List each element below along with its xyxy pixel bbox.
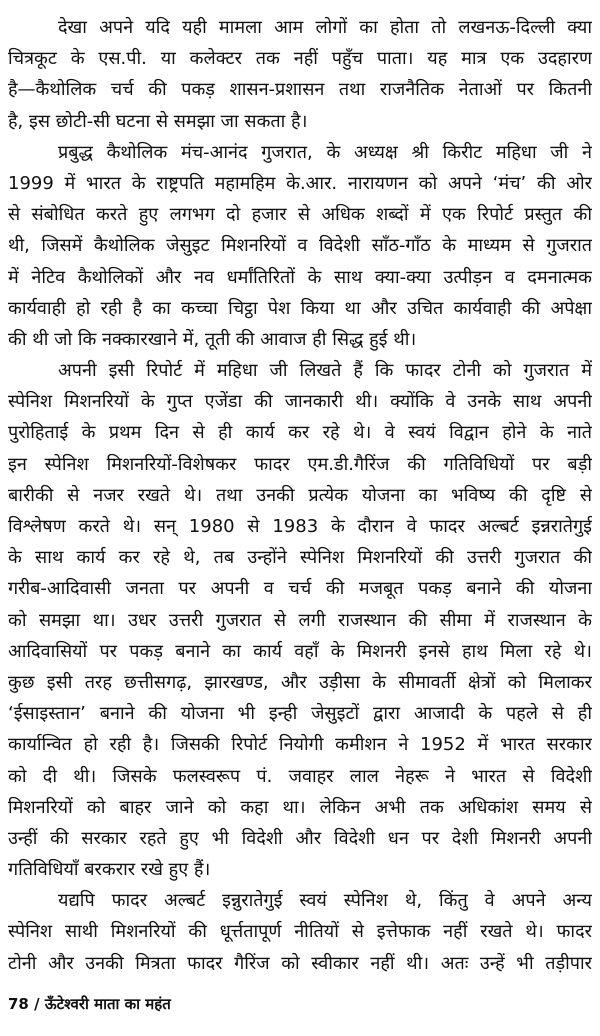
text-line: कार्यवाही हो रही है का कच्चा चिट्ठा पेश किया था और उचित कार्यवाही की अपेक्षा — [8, 297, 592, 319]
text-line: कार्यान्वित हो रही है। जिसकी रिपोर्ट नियोगी कमीशन ने 1952 में भारत सरकार — [8, 734, 592, 756]
text-line: कुछ इसी तरह छत्तीसगढ़, झारखण्ड, और उड़ीसा के सीमावर्ती क्षेत्रों को मिलाकर — [8, 671, 592, 693]
text-line: है—कैथोलिक चर्च की पकड़ शासन-प्रशासन तथा राजनैतिक नेताओं पर कितनी — [8, 79, 592, 101]
page-footer — [8, 994, 171, 1014]
text-line: मिशनरियों को बाहर जाने को कहा था। लेकिन अभी तक अधिकांश समय से — [8, 796, 592, 818]
text-line: है, इस छोटी-सी घटना से समझा जा सकता है। — [8, 110, 308, 132]
text-line: पुरोहिताई के प्रथम दिन से ही कार्य कर रहे थे। वे स्वयं विद्वान होने के नाते — [8, 422, 592, 444]
text-line: स्पेनिश साथी मिशनरियों की धूर्त्ततापूर्ण नीतियों से इत्तेफाक नहीं रखते थे। फादर — [8, 921, 592, 943]
text-line: गतिविधियाँ बरकरार रखे हुए हैं। — [8, 859, 211, 881]
text-line: में नेटिव कैथोलिकों और नव धर्मांतिरितों के साथ क्या-क्या उत्पीड़न व दमनात्मक — [8, 266, 592, 288]
text-line: थी, जिसमें कैथोलिक जेसुइट मिशनरियों व विदेशी साँठ-गाँठ के माध्यम से गुजरात — [8, 235, 592, 257]
text-line: इन स्पेनिश मिशनरियों-विशेषकर फादर एम.डी.गैरिंज की गतिविधियों पर बड़ी — [8, 453, 592, 475]
text-line: आदिवासियों पर पकड़ बनाने का कार्य वहाँ के मिशनरी इनसे हाथ मिला रहे थे। — [8, 640, 592, 662]
text-line: यद्यपि फादर अल्बर्ट इन्नुरातेगुई स्वयं स्पेनिश थे, किंतु वे अपने अन्य — [58, 890, 592, 912]
text-line: के साथ कार्य कर रहे थे, तब उन्होंने स्पेनिश मिशनरियों की उत्तरी गुजरात की — [8, 547, 592, 569]
book-title: ऊँटेश्वरी माता का महंत — [44, 995, 171, 1013]
text-line: से संबोधित करते हुए लगभग दो हजार से अधिक शब्दों में एक रिपोर्ट प्रस्तुत की — [8, 204, 592, 226]
page-number: 78 — [8, 995, 29, 1013]
text-line: प्रबुद्ध कैथोलिक मंच-आनंद गुजरात, के अध्यक्ष श्री किरीट महिधा जी ने — [58, 141, 592, 163]
text-line: बारीकी से नजर रखते थे। तथा उनकी प्रत्येक योजना का भविष्य की दृष्टि से — [8, 484, 592, 506]
footer-separator: / — [34, 995, 40, 1013]
text-line: टोनी और उनकी मित्रता फादर गैरिंज को स्वीकार नहीं थी। अतः उन्हें भी तड़ीपार — [8, 952, 592, 974]
text-line: उन्हीं की सरकार रहते हुए भी विदेशी और विदेशी धन पर देशी मिशनरी अपनी — [8, 827, 592, 849]
text-line: को समझा था। उधर उत्तरी गुजरात से लगी राजस्थान की सीमा में राजस्थान के — [8, 609, 592, 631]
page-body — [8, 12, 592, 979]
text-line: की थी जो कि नक्कारखाने में, तूती की आवाज ही सिद्ध हुई थी। — [8, 328, 417, 350]
text-line: को दी थी। जिसके फलस्वरूप पं. जवाहर लाल नेहरू ने भारत से विदेशी — [8, 765, 592, 787]
text-line: अपनी इसी रिपोर्ट में महिधा जी लिखते हैं कि फादर टोनी को गुजरात में — [58, 360, 592, 382]
text-line: स्पेनिश मिशनरियों के गुप्त एजेंडा की जानकारी थी। क्योंकि वे उनके साथ अपनी — [8, 391, 592, 413]
text-line: चित्रकूट के एस.पी. या कलेक्टर तक नहीं पहुँच पाता। यह मात्र एक उदहारण — [8, 48, 592, 70]
text-line: विश्लेषण करते थे। सन् 1980 से 1983 के दौरान वे फादर अल्बर्ट इन्नरातेगुई — [8, 516, 592, 537]
text-line: देखा अपने यदि यही मामला आम लोगों का होता तो लखनऊ-दिल्ली क्या — [58, 17, 592, 38]
text-line: गरीब-आदिवासी जनता पर अपनी व चर्च की मजबूत पकड़ बनाने की योजना — [8, 578, 592, 600]
text-line: ‘ईसाइस्तान’ बनाने की योजना भी इन्ही जेसुइटों द्वारा आजादी के पहले से ही — [8, 703, 592, 725]
text-line: 1999 में भारत के राष्ट्रपति महामहिम के.आर. नारायणन को अपने ‘मंच’ की ओर — [8, 172, 592, 194]
